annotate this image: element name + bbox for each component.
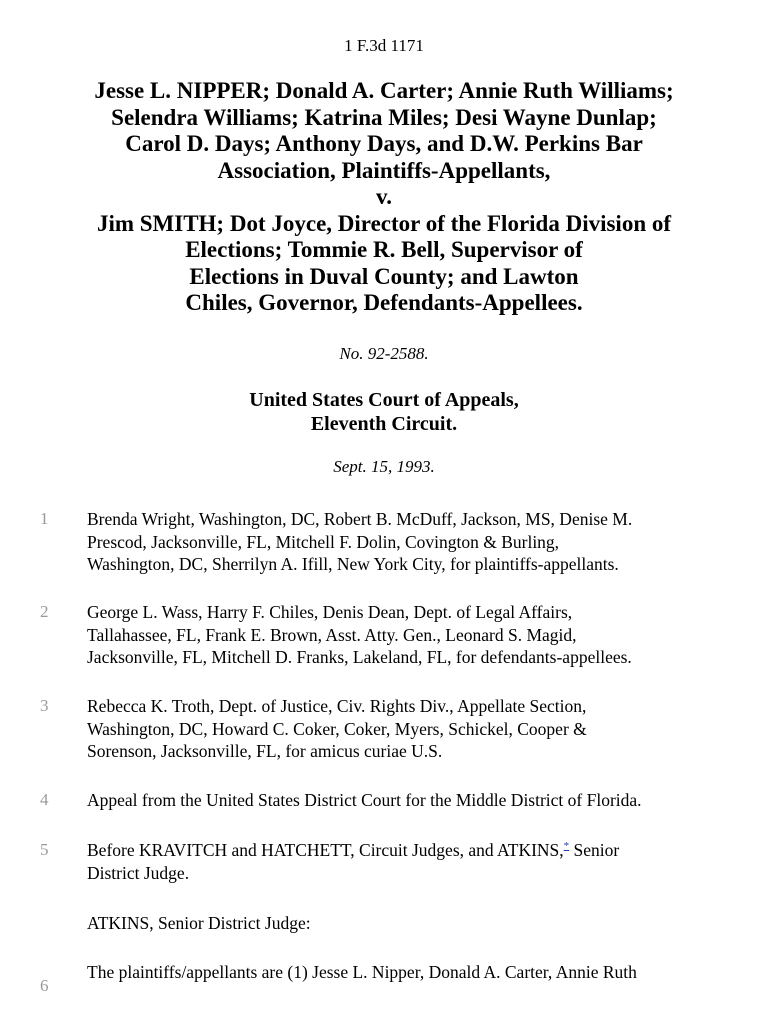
docket-number: No. 92-2588. <box>339 344 429 363</box>
decision-date: Sept. 15, 1993. <box>333 457 435 476</box>
paragraph-text <box>87 789 737 812</box>
caption-line: Carol D. Days; Anthony Days, and D.W. Perkins Bar <box>125 131 643 156</box>
case-citation: 1 F.3d 1171 <box>344 36 424 55</box>
caption-line: Chiles, Governor, Defendants-Appellees. <box>185 290 583 315</box>
paragraph-number: 3 <box>40 696 49 715</box>
caption-versus: v. <box>376 184 392 209</box>
paragraph-line: Prescod, Jacksonville, FL, Mitchell F. Dolin, Covington & Burling, <box>87 531 560 552</box>
paragraph-text <box>87 508 737 576</box>
paragraph-line <box>87 839 737 862</box>
paragraph-number: 6 <box>40 976 49 995</box>
court-circuit-line: Eleventh Circuit. <box>310 413 458 435</box>
paragraph-line: Tallahassee, FL, Frank E. Brown, Asst. Atty. Gen., Leonard S. Magid, <box>87 624 577 645</box>
paragraph-line: Washington, DC, Howard C. Coker, Coker, Myers, Schickel, Cooper & <box>87 718 587 739</box>
footnote-link[interactable]: * <box>563 840 570 853</box>
caption-line: Elections; Tommie R. Bell, Supervisor of <box>185 237 583 262</box>
caption-line: Association, Plaintiffs-Appellants, <box>217 157 551 183</box>
paragraph-line: George L. Wass, Harry F. Chiles, Denis Dean, Dept. of Legal Affairs, <box>87 602 573 622</box>
paragraph-number: 1 <box>40 509 49 528</box>
court-name <box>0 388 768 436</box>
paragraph-text <box>87 601 737 669</box>
paragraph-line: Jacksonville, FL, Mitchell D. Franks, Lakeland, FL, for defendants-appellees. <box>87 647 632 667</box>
paragraph-text <box>87 695 737 763</box>
opinion-author: ATKINS, Senior District Judge: <box>87 913 311 933</box>
paragraph-line-text: Senior <box>569 840 620 860</box>
paragraph-line: District Judge. <box>87 862 190 883</box>
paragraph-line: Appeal from the United States District Court for the Middle District of Florida. <box>87 790 642 810</box>
paragraph-number: 2 <box>40 602 49 621</box>
paragraph-line: Rebecca K. Troth, Dept. of Justice, Civ. Rights Div., Appellate Section, <box>87 696 587 716</box>
paragraph-number: 4 <box>40 790 49 809</box>
paragraph-line: Brenda Wright, Washington, DC, Robert B. McDuff, Jackson, MS, Denise M. <box>87 509 633 529</box>
paragraph-line-text: Before KRAVITCH and HATCHETT, Circuit Judges, and ATKINS, <box>87 840 564 860</box>
case-caption <box>40 78 728 317</box>
paragraph-text <box>87 839 737 884</box>
court-name-line: United States Court of Appeals, <box>249 389 519 411</box>
paragraph-line: Washington, DC, Sherrilyn A. Ifill, New York City, for plaintiffs-appellants. <box>87 554 619 574</box>
paragraph-line: The plaintiffs/appellants are (1) Jesse L. Nipper, Donald A. Carter, Annie Ruth <box>87 962 637 982</box>
caption-line: Jesse L. NIPPER; Donald A. Carter; Annie Ruth Williams; <box>94 78 674 103</box>
caption-line: Jim SMITH; Dot Joyce, Director of the Florida Division of <box>96 210 672 236</box>
caption-line: Elections in Duval County; and Lawton <box>189 263 579 289</box>
caption-line: Selendra Williams; Katrina Miles; Desi Wayne Dunlap; <box>111 104 657 130</box>
paragraph-text <box>87 961 737 984</box>
paragraph-line: Sorenson, Jacksonville, FL, for amicus curiae U.S. <box>87 741 443 761</box>
paragraph-number: 5 <box>40 840 49 859</box>
